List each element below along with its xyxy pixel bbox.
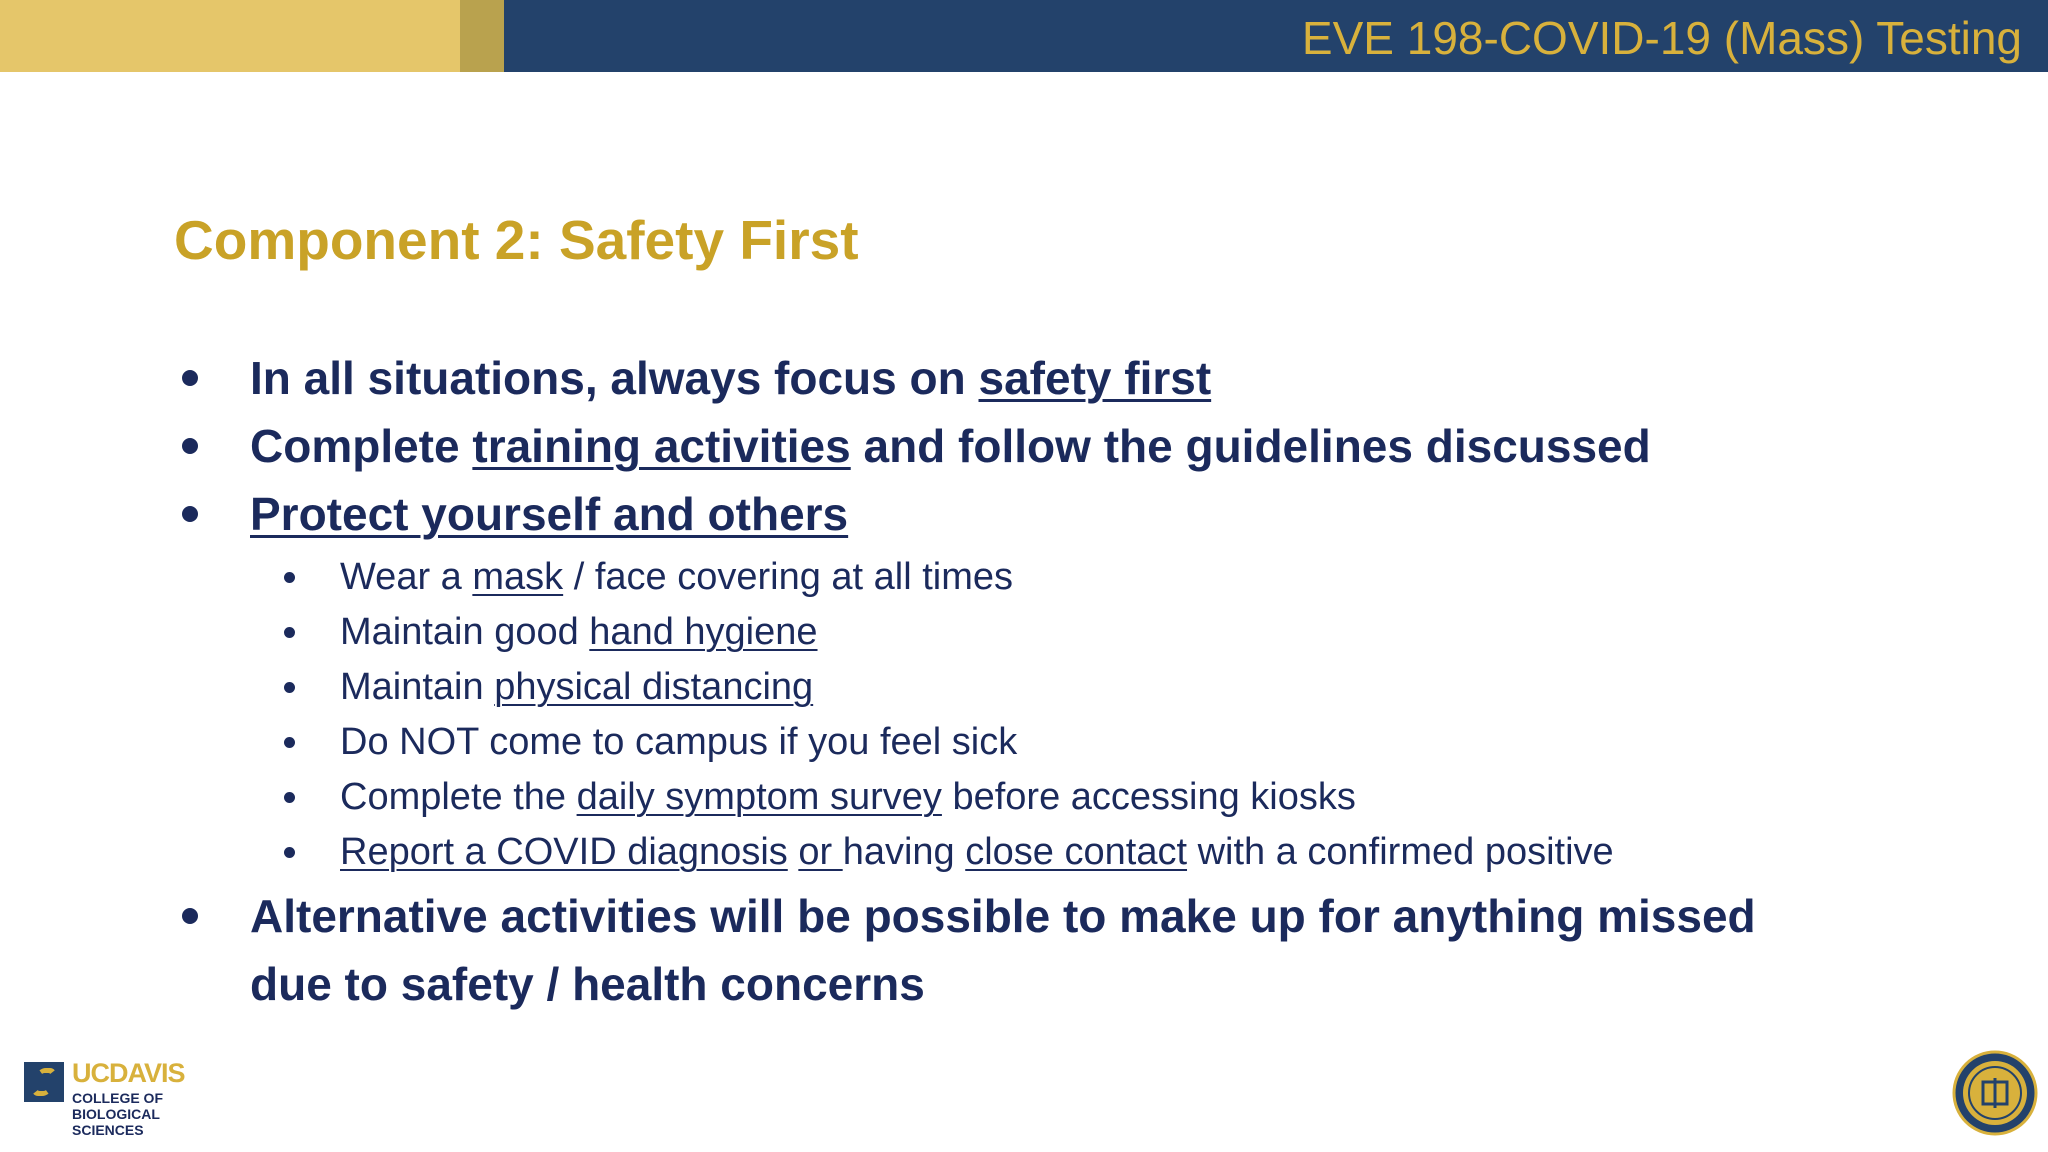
subbullet-dot	[284, 737, 295, 748]
link-training-activities[interactable]: training activities	[472, 420, 851, 472]
link-or[interactable]: or	[798, 831, 843, 873]
link-physical-distancing[interactable]: physical distancing	[494, 666, 814, 708]
bullet-text: and follow the guidelines discussed	[850, 420, 1651, 472]
logo-line-3: SCIENCES	[72, 1122, 144, 1138]
subbullet-dot	[284, 627, 295, 638]
link-safety-first[interactable]: safety first	[978, 352, 1212, 404]
subbullet-dot	[284, 792, 295, 803]
bullet-text: due to safety / health concerns	[250, 958, 925, 1010]
bullet-dot	[182, 438, 198, 454]
subbullet-dot	[284, 572, 295, 583]
bullet-alternative-line2	[250, 950, 925, 1018]
link-hand-hygiene[interactable]: hand hygiene	[589, 611, 818, 653]
subbullet-hand-hygiene	[340, 605, 818, 659]
header-title: EVE 198-COVID-19 (Mass) Testing	[1301, 12, 2022, 64]
subbullet-text: Maintain good	[340, 611, 590, 653]
link-report-covid-diagnosis[interactable]: Report a COVID diagnosis	[340, 831, 788, 873]
bullet-dot	[182, 506, 198, 522]
bullet-text: Complete	[250, 420, 473, 472]
slide-title: Component 2: Safety First	[174, 209, 859, 271]
bullet-text: Alternative activities will be possible to make up for anything missed	[250, 890, 1756, 942]
bullet-safety-first	[250, 344, 1211, 412]
logo-wordmark: UCDAVIS	[72, 1058, 185, 1088]
bullet-text: In all situations, always focus on	[250, 352, 979, 404]
subbullet-sick	[340, 715, 1017, 769]
subbullet-text	[788, 831, 799, 873]
subbullet-survey	[340, 770, 1356, 824]
logo-line-1: COLLEGE OF	[72, 1090, 163, 1106]
subbullet-text: Maintain	[340, 666, 495, 708]
university-seal-icon	[1952, 1050, 2038, 1136]
ucdavis-logo	[24, 1058, 204, 1136]
subbullet-report	[340, 825, 1614, 879]
link-protect-yourself[interactable]: Protect yourself and others	[250, 488, 849, 540]
subbullet-text: before accessing kiosks	[941, 776, 1356, 818]
subbullet-mask	[340, 550, 1013, 604]
bullet-dot	[182, 908, 198, 924]
subbullet-text: Complete the	[340, 776, 577, 818]
subbullet-dot	[284, 682, 295, 693]
header-gold-edge	[460, 0, 504, 72]
link-close-contact[interactable]: close contact	[965, 831, 1188, 873]
bullet-protect	[250, 480, 848, 548]
subbullet-text: having	[842, 831, 966, 873]
link-daily-symptom-survey[interactable]: daily symptom survey	[576, 776, 942, 818]
link-mask[interactable]: mask	[472, 556, 564, 598]
bullet-training	[250, 412, 1651, 480]
bullet-dot	[182, 370, 198, 386]
subbullet-text: with a confirmed positive	[1187, 831, 1614, 873]
logo-line-2: BIOLOGICAL	[72, 1106, 160, 1122]
ucdavis-mark-icon	[24, 1062, 64, 1102]
header-gold-band	[0, 0, 460, 72]
subbullet-dot	[284, 847, 295, 858]
subbullet-distancing	[340, 660, 813, 714]
subbullet-text: Do NOT come to campus if you feel sick	[340, 721, 1018, 763]
subbullet-text: Wear a	[340, 556, 473, 598]
subbullet-text: / face covering at all times	[563, 556, 1014, 598]
bullet-alternative	[250, 882, 1756, 950]
